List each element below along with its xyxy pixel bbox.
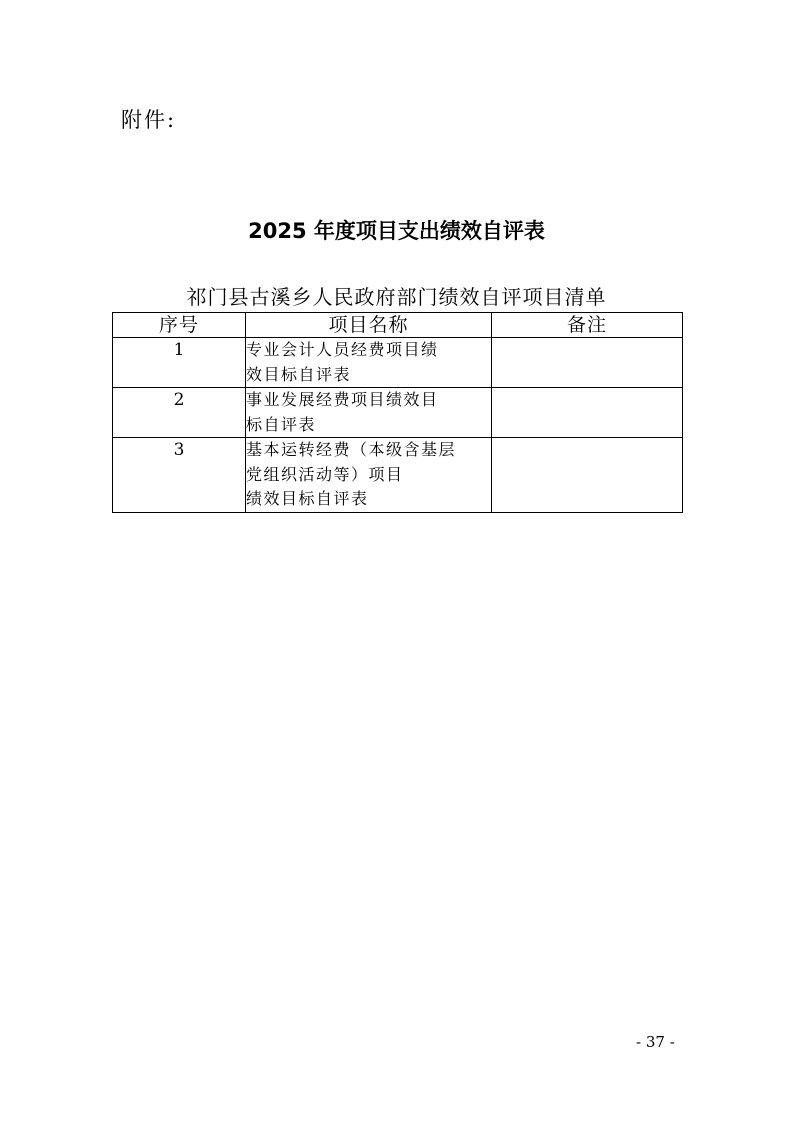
row-project-name bbox=[246, 338, 492, 388]
project-name-line: 标自评表 bbox=[246, 414, 317, 434]
page-number: - 37 - bbox=[636, 1033, 675, 1051]
attachment-label: 附件: bbox=[121, 108, 177, 132]
table-caption: 祁门县古溪乡人民政府部门绩效自评项目清单 bbox=[186, 285, 607, 309]
project-name-line: 专业会计人员经费项目绩 bbox=[246, 340, 439, 359]
row-project-name bbox=[246, 388, 492, 438]
row-note bbox=[492, 388, 683, 438]
row-note bbox=[492, 438, 683, 513]
project-list-table bbox=[112, 312, 683, 513]
row-project-name bbox=[246, 438, 492, 513]
table-header-row bbox=[113, 313, 683, 338]
project-name-line: 事业发展经费项目绩效目 bbox=[246, 390, 439, 409]
header-seq: 序号 bbox=[113, 313, 246, 338]
row-seq: 3 bbox=[113, 438, 246, 513]
row-seq: 2 bbox=[113, 388, 246, 438]
header-note: 备注 bbox=[492, 313, 683, 338]
document-title: 2025 年度项目支出绩效自评表 bbox=[248, 219, 545, 243]
table-row bbox=[113, 388, 683, 438]
row-seq: 1 bbox=[113, 338, 246, 388]
project-name-line: 党组织活动等）项目 bbox=[246, 464, 404, 484]
table-row bbox=[113, 438, 683, 513]
table-row bbox=[113, 338, 683, 388]
header-name: 项目名称 bbox=[246, 313, 492, 338]
project-name-line: 基本运转经费（本级含基层 bbox=[246, 440, 457, 459]
project-name-line: 效目标自评表 bbox=[246, 364, 352, 384]
row-note bbox=[492, 338, 683, 388]
project-name-line: 绩效目标自评表 bbox=[246, 489, 369, 508]
